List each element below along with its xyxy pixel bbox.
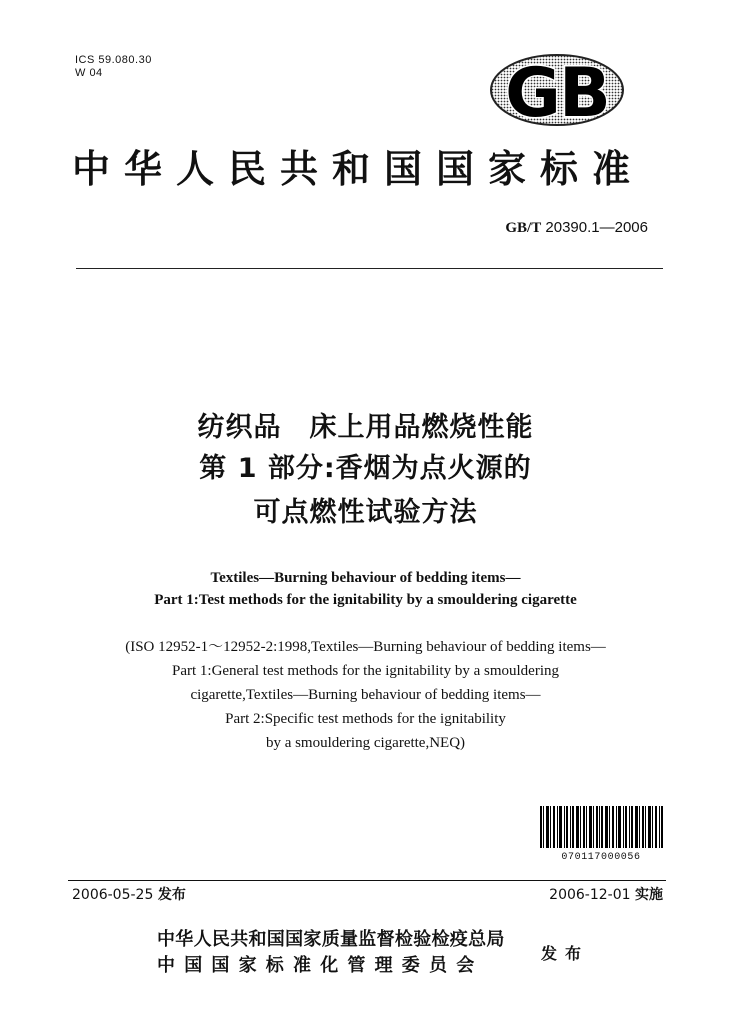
iso-reference-line-1: (ISO 12952-1～12952-2:1998,Textiles—Burning behaviour of bedding items— bbox=[125, 639, 606, 655]
title-en-line-1: Textiles—Burning behaviour of bedding items— bbox=[210, 570, 521, 586]
title-cn-line-2: 第 1 部分:香烟为点火源的 bbox=[199, 453, 532, 484]
standard-prefix: GB/T bbox=[505, 220, 542, 236]
gb-logo bbox=[488, 52, 626, 128]
header-divider bbox=[76, 268, 663, 269]
iso-reference-line-5: by a smouldering cigarette,NEQ) bbox=[265, 735, 466, 751]
implement-date-label: 实施 bbox=[635, 887, 663, 903]
standard-number bbox=[505, 219, 648, 237]
implement-date-block bbox=[549, 884, 663, 904]
ics-code-block bbox=[75, 54, 152, 80]
title-cn-line-1: 纺织品 床上用品燃烧性能 bbox=[197, 412, 534, 443]
iso-reference-line-4: Part 2:Specific test methods for the ignitability bbox=[225, 711, 506, 727]
title-en-line-2: Part 1:Test methods for the ignitability by a smouldering cigarette bbox=[154, 592, 577, 608]
standard-code: 20390.1—2006 bbox=[545, 219, 648, 236]
ics-code: ICS 59.080.30 bbox=[75, 54, 152, 66]
publish-date-block bbox=[72, 884, 186, 904]
issuer-sac: 中国国家标准化管理委员会 bbox=[157, 955, 484, 976]
gb-logo-text: GB bbox=[505, 54, 609, 128]
iso-reference-line-2: Part 1:General test methods for the ignitability by a smouldering bbox=[171, 663, 559, 679]
implement-date: 2006-12-01 bbox=[549, 887, 631, 903]
issue-label: 发布 bbox=[541, 944, 590, 963]
class-code: W 04 bbox=[75, 67, 103, 79]
iso-reference-line-3: cigarette,Textiles—Burning behaviour of bedding items— bbox=[190, 687, 541, 703]
issuer-aqsiq: 中华人民共和国国家质量监督检验检疫总局 bbox=[157, 929, 505, 950]
date-divider bbox=[68, 880, 666, 881]
barcode-number: 070117000056 bbox=[561, 852, 641, 863]
barcode bbox=[538, 806, 664, 848]
national-standard-title: 中华人民共和国国家标准 bbox=[72, 146, 645, 191]
publish-date-label: 发布 bbox=[157, 887, 186, 903]
publish-date: 2006-05-25 bbox=[72, 887, 154, 903]
title-cn-line-3: 可点燃性试验方法 bbox=[253, 497, 478, 528]
